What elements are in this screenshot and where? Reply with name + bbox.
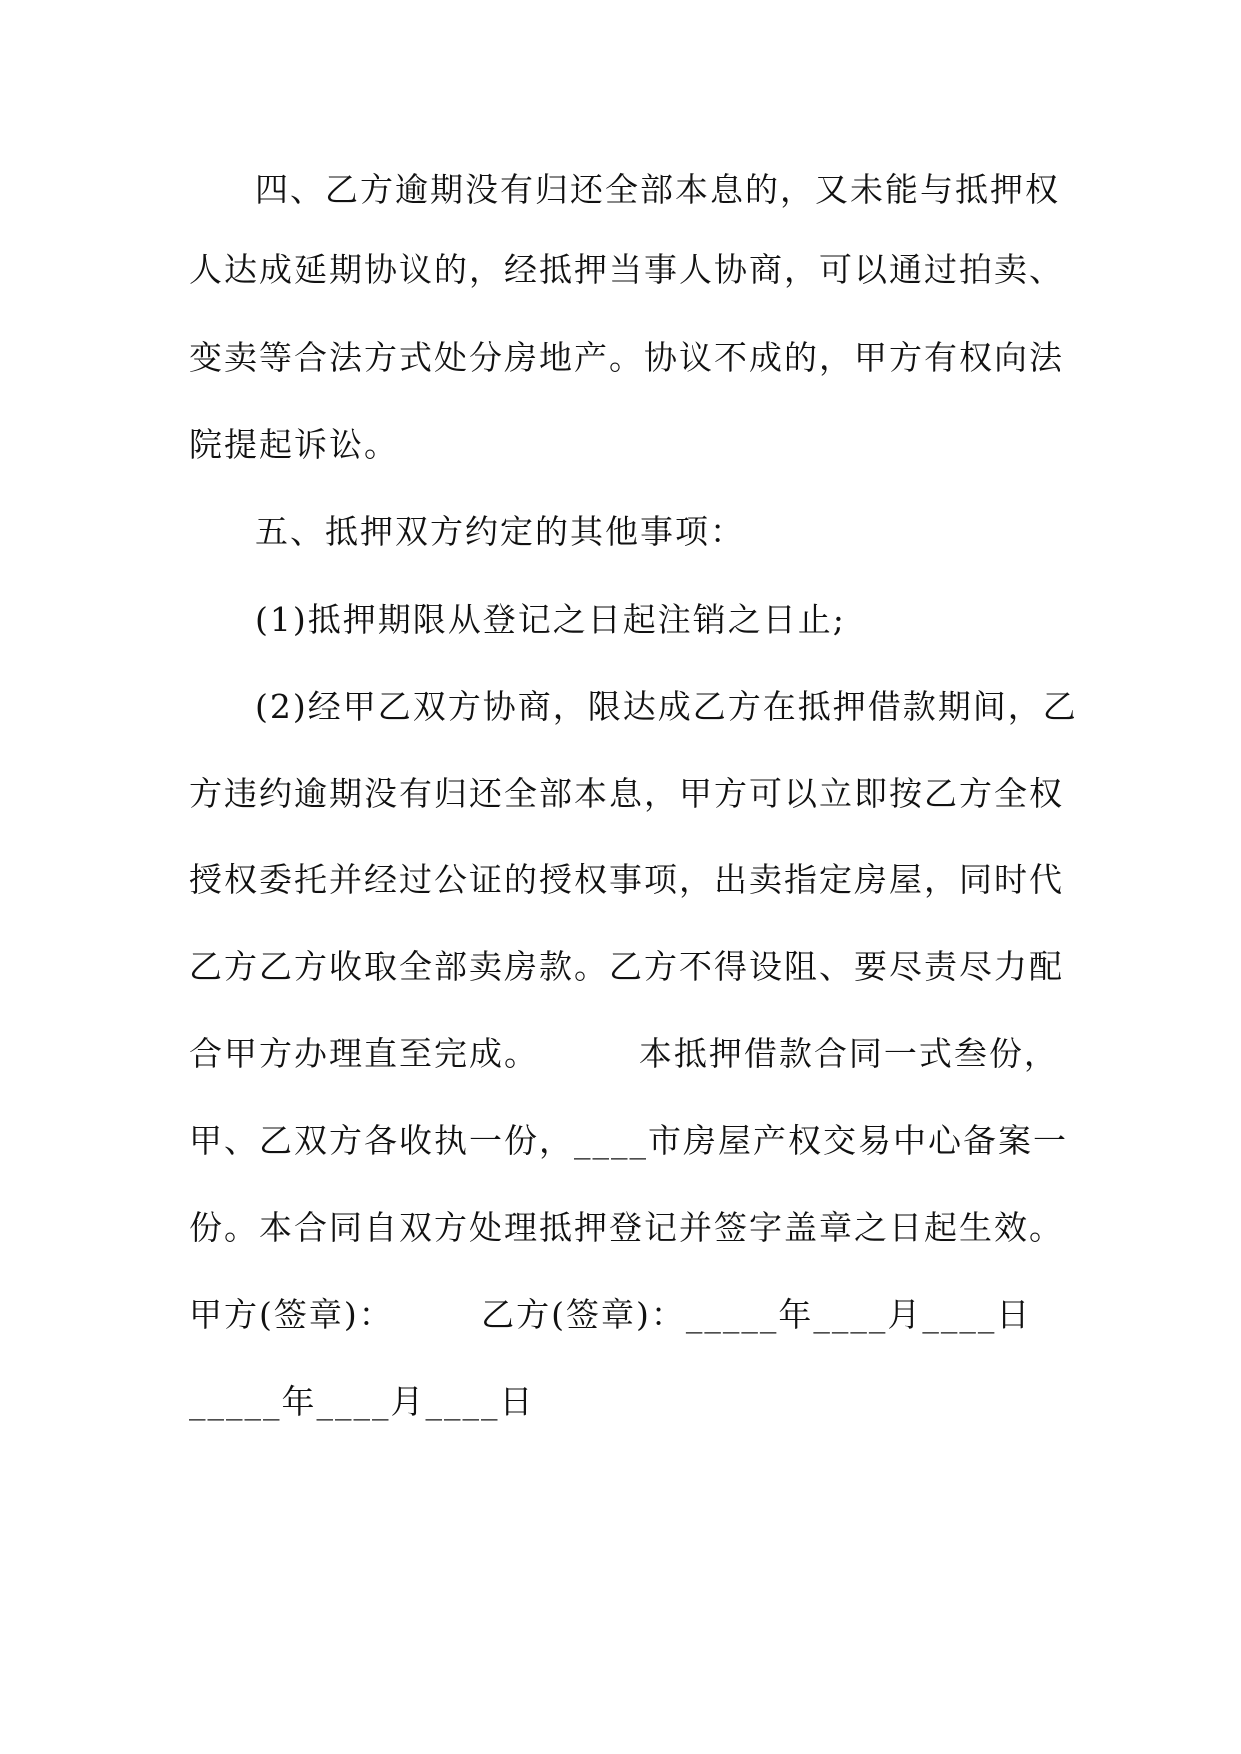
paragraph-5-heading: 五、抵押双方约定的其他事项： (255, 512, 745, 551)
item-2-line-1: (2)经甲乙双方协商，限达成乙方在抵押借款期间，乙 (255, 687, 1078, 726)
item-2-line-2: 方违约逾期没有归还全部本息，甲方可以立即按乙方全权 (189, 774, 1064, 813)
item-2-line-3: 授权委托并经过公证的授权事项，出卖指定房屋，同时代 (189, 860, 1064, 899)
signature-line: 甲方(签章)： 乙方(签章)：_____年____月____日 (189, 1295, 1032, 1334)
copies-line-1: 甲、乙双方各收执一份，____市房屋产权交易中心备案一 (189, 1121, 1068, 1160)
paragraph-4-line-1: 四、乙方逾期没有归还全部本息的，又未能与抵押权 (255, 170, 1060, 209)
paragraph-4-line-3: 变卖等合法方式处分房地产。协议不成的，甲方有权向法 (189, 338, 1064, 377)
date-line: _____年____月____日 (189, 1382, 535, 1421)
item-2-line-4: 乙方乙方收取全部卖房款。乙方不得设阻、要尽责尽力配 (189, 947, 1064, 986)
copies-line-2: 份。本合同自双方处理抵押登记并签字盖章之日起生效。 (189, 1208, 1064, 1247)
item-1: (1)抵押期限从登记之日起注销之日止; (255, 600, 846, 639)
item-2-line-5: 合甲方办理直至完成。 本抵押借款合同一式叁份， (189, 1034, 1059, 1073)
paragraph-4-line-2: 人达成延期协议的，经抵押当事人协商，可以通过拍卖、 (189, 250, 1064, 289)
paragraph-4-line-4: 院提起诉讼。 (189, 425, 399, 464)
